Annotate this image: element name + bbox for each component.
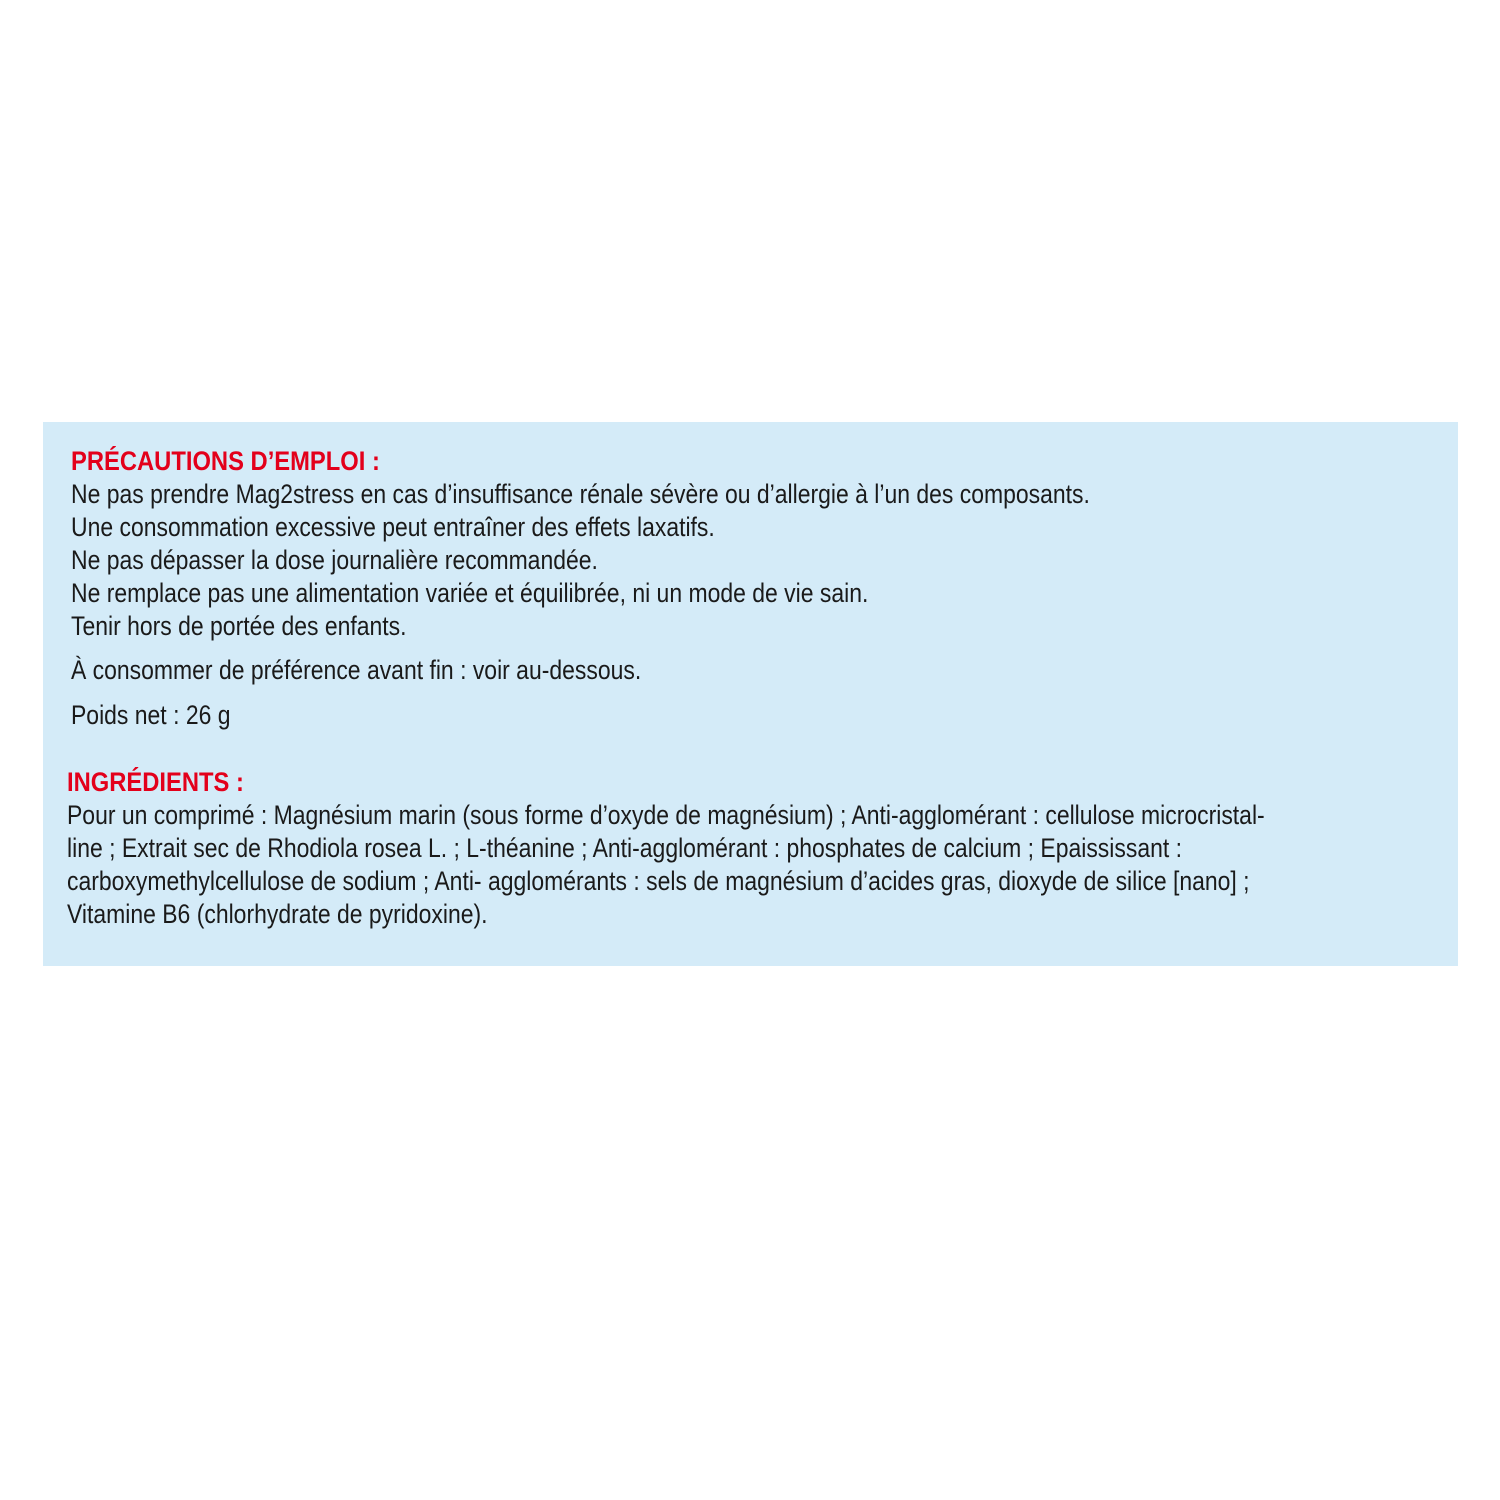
precautions-heading: PRÉCAUTIONS D’EMPLOI : [71,446,380,476]
ingredients-heading: INGRÉDIENTS : [67,767,244,797]
ingredient-line: Pour un comprimé : Magnésium marin (sous forme d’oxyde de magnésium) ; Anti-agglomérant : cellulose microcristal- [67,800,1265,830]
precaution-line: Ne remplace pas une alimentation variée et équilibrée, ni un mode de vie sain. [71,578,869,608]
precaution-line: Ne pas dépasser la dose journalière recommandée. [71,545,598,575]
precaution-line: Ne pas prendre Mag2stress en cas d’insuffisance rénale sévère ou d’allergie à l’un des composants. [71,479,1090,509]
precaution-line: Tenir hors de portée des enfants. [71,611,407,641]
net-weight-text: Poids net : 26 g [71,700,231,730]
ingredient-line: line ; Extrait sec de Rhodiola rosea L. ; L-théanine ; Anti-agglomérant : phosphates de calcium ; Epaississant : [67,833,1182,863]
best-before-text: À consommer de préférence avant fin : voir au-dessous. [71,655,642,685]
ingredient-line: Vitamine B6 (chlorhydrate de pyridoxine). [67,899,488,929]
precaution-line: Une consommation excessive peut entraîner des effets laxatifs. [71,512,715,542]
ingredient-line: carboxymethylcellulose de sodium ; Anti- agglomérants : sels de magnésium d’acides gras, dioxyde de silice [nano] ; [67,866,1250,896]
label-panel [43,422,1458,966]
